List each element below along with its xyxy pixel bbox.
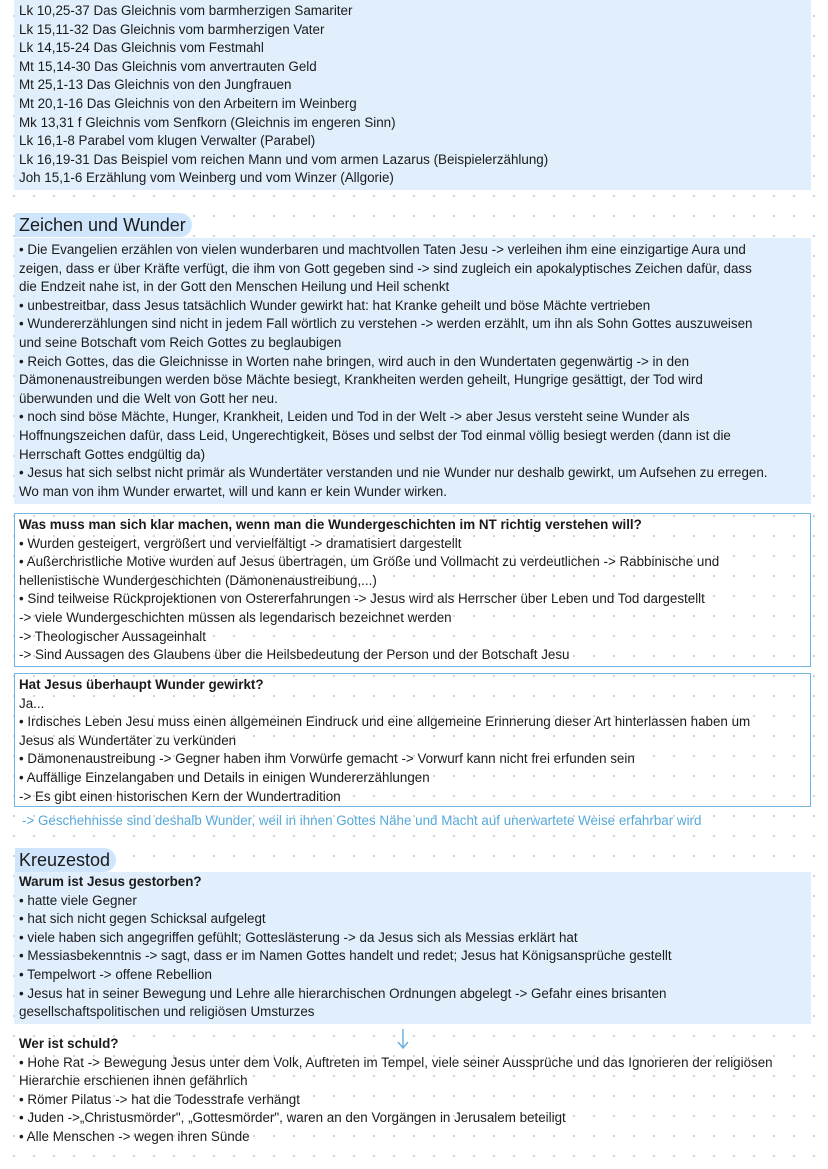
paragraph-line: Herrschaft Gottes endgültig da) <box>19 446 206 462</box>
list-item: Hierarchie erschienen ihnen gefährlich <box>19 1073 248 1089</box>
box-line: -> Es gibt einen historischen Kern der Wundertradition <box>19 788 341 804</box>
section-heading-zeichen: Zeichen und Wunder <box>15 213 192 237</box>
box-question: Was muss man sich klar machen, wenn man die Wundergeschichten im NT richtig verstehen will? <box>19 517 642 532</box>
list-item: Mk 13,31 f Gleichnis vom Senfkorn (Gleichnis im engeren Sinn) <box>19 114 396 130</box>
paragraph-line: • Die Evangelien erzählen von vielen wunderbaren und machtvollen Taten Jesu -> verleihen ihm eine einzigartige Aura und <box>19 242 746 257</box>
list-item: • Jesus hat in seiner Bewegung und Lehre alle hierarchischen Ordnungen abgelegt -> Gefahr eines brisanten <box>19 985 667 1001</box>
list-item: • Juden ->„Christusmörder", „Gottesmörder", waren an den Vorgängen in Jerusalem beteiligt <box>19 1110 566 1126</box>
paragraph-line: • noch sind böse Mächte, Hunger, Krankheit, Leiden und Tod in der Welt -> aber Jesus versteht seine Wunder als <box>19 409 690 425</box>
question-schuld: Wer ist schuld? <box>19 1036 119 1051</box>
box-line: hellenistische Wundergeschichten (Dämonenaustreibung,...) <box>19 572 377 588</box>
list-item: Lk 16,19-31 Das Beispiel vom reichen Mann und vom armen Lazarus (Beispielerzählung) <box>19 151 549 167</box>
paragraph-line: und seine Botschaft vom Reich Gottes zu beglaubigen <box>19 335 342 350</box>
box-line: • Außerchristliche Motive wurden auf Jesus übertragen, um Größe und Vollmacht zu verdeutlichen -> Rabbinische und <box>19 554 720 570</box>
list-item: • hatte viele Gegner <box>19 892 137 908</box>
list-item: • Messiasbekenntnis -> sagt, dass er im Namen Gottes handelt und redet; Jesus hat Königsansprüche gestellt <box>19 948 672 964</box>
box-line: • Sind teilweise Rückprojektionen von Ostererfahrungen -> Jesus wird als Herrscher über Leben und Tod dargestellt <box>19 591 705 607</box>
list-item: Mt 25,1-13 Das Gleichnis von den Jungfrauen <box>19 77 292 93</box>
box-line: -> Sind Aussagen des Glaubens über die Heilsbedeutung der Person und der Botschaft Jesu <box>19 647 570 663</box>
paragraph-line: zeigen, dass er über Kräfte verfügt, die ihm von Gott gegeben sind -> sind zugleich ein apokalyptisches Zeichen dafür, dass <box>19 260 752 276</box>
conclusion-line: -> Geschehnisse sind deshalb Wunder, weil in ihnen Gottes Nähe und Macht auf unerwartete Weise erfahrbar wird <box>22 813 702 828</box>
paragraph-line: überwunden und die Welt von Gott her neu. <box>19 390 278 406</box>
paragraph-line: • Reich Gottes, das die Gleichnisse in Worten nahe bringen, wird auch in den Wundertaten gegenwärtig -> in den <box>19 353 690 369</box>
paragraph-line: Wo man von ihm Wunder erwartet, will und kann er kein Wunder wirken. <box>19 483 447 499</box>
list-item: Mt 15,14-30 Das Gleichnis vom anvertrauten Geld <box>19 58 317 74</box>
section-heading-kreuzestod: Kreuzestod <box>15 848 116 872</box>
paragraph-line: • Jesus hat sich selbst nicht primär als Wundertäter verstanden und nie Wunder nur deshalb gewirkt, um Aufsehen zu erregen. <box>19 465 768 481</box>
list-item: Mt 20,1-16 Das Gleichnis von den Arbeitern im Weinberg <box>19 96 357 111</box>
list-item: • Römer Pilatus -> hat die Todesstrafe verhängt <box>19 1091 300 1107</box>
paragraph-line: • unbestreitbar, dass Jesus tatsächlich Wunder gewirkt hat: hat Kranke geheilt und böse Mächte vertrieben <box>19 297 651 313</box>
list-item: Lk 16,1-8 Parabel vom klugen Verwalter (Parabel) <box>19 133 316 149</box>
list-item: • Hohe Rat -> Bewegung Jesus unter dem Volk, Auftreten im Tempel, viele seiner Aussprüche und das Ignorieren der religiösen <box>19 1054 773 1070</box>
arrow-down-icon <box>396 1028 410 1050</box>
box-question: Hat Jesus überhaupt Wunder gewirkt? <box>19 677 264 692</box>
list-item: • Alle Menschen -> wegen ihren Sünde <box>19 1129 250 1144</box>
list-item: • hat sich nicht gegen Schicksal aufgelegt <box>19 911 266 927</box>
box-line: Jesus als Wundertäter zu verkünden <box>19 732 237 748</box>
question-warum: Warum ist Jesus gestorben? <box>19 874 202 889</box>
list-item: Lk 10,25-37 Das Gleichnis vom barmherzigen Samariter <box>19 3 353 18</box>
list-item: Lk 14,15-24 Das Gleichnis vom Festmahl <box>19 40 264 56</box>
box-line: • Wurden gesteigert, vergrößert und vervielfältigt -> dramatisiert dargestellt <box>19 535 462 551</box>
box-line: • Irdisches Leben Jesu muss einen allgemeinen Eindruck und eine allgemeine Erinnerung dieser Art hinterlassen haben um <box>19 714 751 730</box>
box-line: • Dämonenaustreibung -> Gegner haben ihm Vorwürfe gemacht -> Vorwurf kann nicht frei erfunden sein <box>19 751 635 767</box>
box-line: -> Theologischer Aussageinhalt <box>19 628 206 644</box>
list-item: Lk 15,11-32 Das Gleichnis vom barmherzigen Vater <box>19 21 325 37</box>
paragraph-line: Hoffnungszeichen dafür, dass Leid, Ungerechtigkeit, Böses und selbst der Tod einmal völlig besiegt werden (dann ist die <box>19 428 731 443</box>
paragraph-line: Dämonenaustreibungen werden böse Mächte besiegt, Krankheiten werden geheilt, Hungrige gesättigt, der Tod wird <box>19 372 703 388</box>
list-item: • viele haben sich angegriffen gefühlt; Gotteslästerung -> da Jesus sich als Messias erklärt hat <box>19 929 578 945</box>
list-item: Joh 15,1-6 Erzählung vom Weinberg und vom Winzer (Allgorie) <box>19 170 394 186</box>
list-item: gesellschaftspolitischen und religiösen Umsturzes <box>19 1004 315 1020</box>
box-line: Ja... <box>19 695 45 711</box>
box-line: • Auffällige Einzelangaben und Details in einigen Wundererzählungen <box>19 770 430 785</box>
box-line: -> viele Wundergeschichten müssen als legendarisch bezeichnet werden <box>19 610 452 625</box>
paragraph-line: die Endzeit nahe ist, in der Gott den Menschen Heilung und Heil schenkt <box>19 279 450 295</box>
paragraph-line: • Wundererzählungen sind nicht in jedem Fall wörtlich zu verstehen -> werden erzählt, um ihn als Sohn Gottes auszuweisen <box>19 316 753 332</box>
list-item: • Tempelwort -> offene Rebellion <box>19 967 212 982</box>
